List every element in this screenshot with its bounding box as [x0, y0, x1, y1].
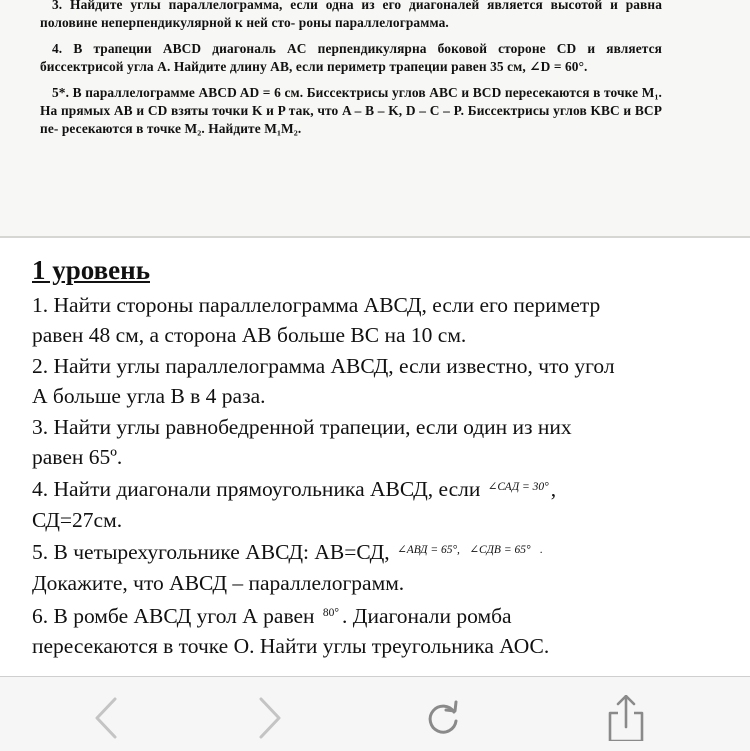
task-line: [32, 535, 744, 567]
task-line: 3. Найти углы равнобедренной трапеции, если один из них: [32, 414, 572, 439]
scan-line: ресекаются в точке M₂. Найдите M₁M₂.: [61, 121, 302, 136]
level-title: 1 уровень: [32, 255, 150, 285]
reload-button[interactable]: [420, 695, 466, 741]
share-button[interactable]: [603, 695, 649, 741]
task-4: [32, 472, 744, 535]
angle-formula: ∠СДВ = 65°: [469, 544, 531, 557]
reload-icon: [420, 695, 466, 741]
scan-task-3: [40, 0, 662, 32]
task-text: 6. В ромбе АВСД угол А равен: [32, 604, 315, 629]
task-5: [32, 535, 744, 598]
scan-line: стороне CD и является биссектрисой угла A. Найдите длину AB, если: [40, 41, 663, 74]
task-line: Докажите, что АВСД – параллелограмм.: [32, 570, 405, 595]
forward-button[interactable]: [246, 695, 292, 741]
task-1: [32, 290, 744, 351]
scan-line: и BCD пересекаются в точке M₁. На прямых AB и CD взяты точки K: [40, 85, 663, 118]
scan-task-4: [40, 40, 662, 76]
scan-line: В параллелограмме ABCD AD = 6 см. Биссектрисы углов ABC: [72, 85, 458, 100]
task-text: ,: [550, 477, 557, 502]
scan-line: роны параллелограмма.: [298, 15, 449, 30]
task-text: . Диагонали ромба: [342, 604, 512, 629]
task-list: [32, 252, 744, 662]
scan-task-number: 5*.: [52, 85, 70, 100]
task-line: 1. Найти стороны параллелограмма АВСД, если его периметр: [32, 293, 601, 317]
scan-line: и P так, что A – B – K, D – C – P. Биссектрисы углов KBC и BCP пе-: [40, 103, 662, 136]
task-line: [32, 598, 744, 631]
task-text: 5. В четырехугольнике АВСД: АВ=СД,: [32, 540, 390, 565]
task-3: [32, 412, 744, 473]
share-icon: [603, 695, 649, 741]
chevron-left-icon: [84, 695, 130, 741]
task-line: А больше угла В в 4 раза.: [32, 384, 266, 409]
scan-line: является высотой и равна половине неперпендикулярной к ней сто-: [40, 0, 662, 30]
angle-formula: ∠АВД = 65°,: [397, 544, 460, 557]
task-line: равен 48 см, а сторона АВ больше ВС на 10 см.: [32, 323, 467, 348]
scan-line: периметр трапеции равен 35 см, ∠D = 60°.: [327, 59, 588, 74]
angle-formula: ∠САД = 30°: [487, 481, 549, 494]
scan-task-number: 3.: [52, 0, 63, 12]
task-2: [32, 351, 744, 412]
scan-divider: [0, 236, 750, 238]
angle-value: 80°: [322, 607, 340, 620]
back-button[interactable]: [84, 695, 130, 741]
task-line: равен 65º.: [32, 445, 123, 470]
chevron-right-icon: [246, 695, 292, 741]
task-6: [32, 598, 744, 662]
scan-task-number: 4.: [52, 41, 63, 56]
browser-toolbar: [0, 676, 750, 751]
task-text: 4. Найти диагонали прямоугольника АВСД, если: [32, 477, 481, 502]
scan-line: В трапеции ABCD диагональ AC перпендикулярна боковой: [73, 41, 488, 56]
task-line: пересекаются в точке О. Найти углы треугольника АОС.: [32, 634, 550, 659]
formula-end: .: [539, 544, 543, 557]
scan-task-5: [40, 84, 662, 138]
task-line: [32, 472, 744, 504]
task-line: СД=27см.: [32, 507, 123, 532]
scanned-book-fragment: [0, 0, 750, 238]
scan-line: Найдите углы параллелограмма, если одна из его диагоналей: [70, 0, 480, 12]
task-line: 2. Найти углы параллелограмма АВСД, если известно, что угол: [32, 353, 615, 378]
